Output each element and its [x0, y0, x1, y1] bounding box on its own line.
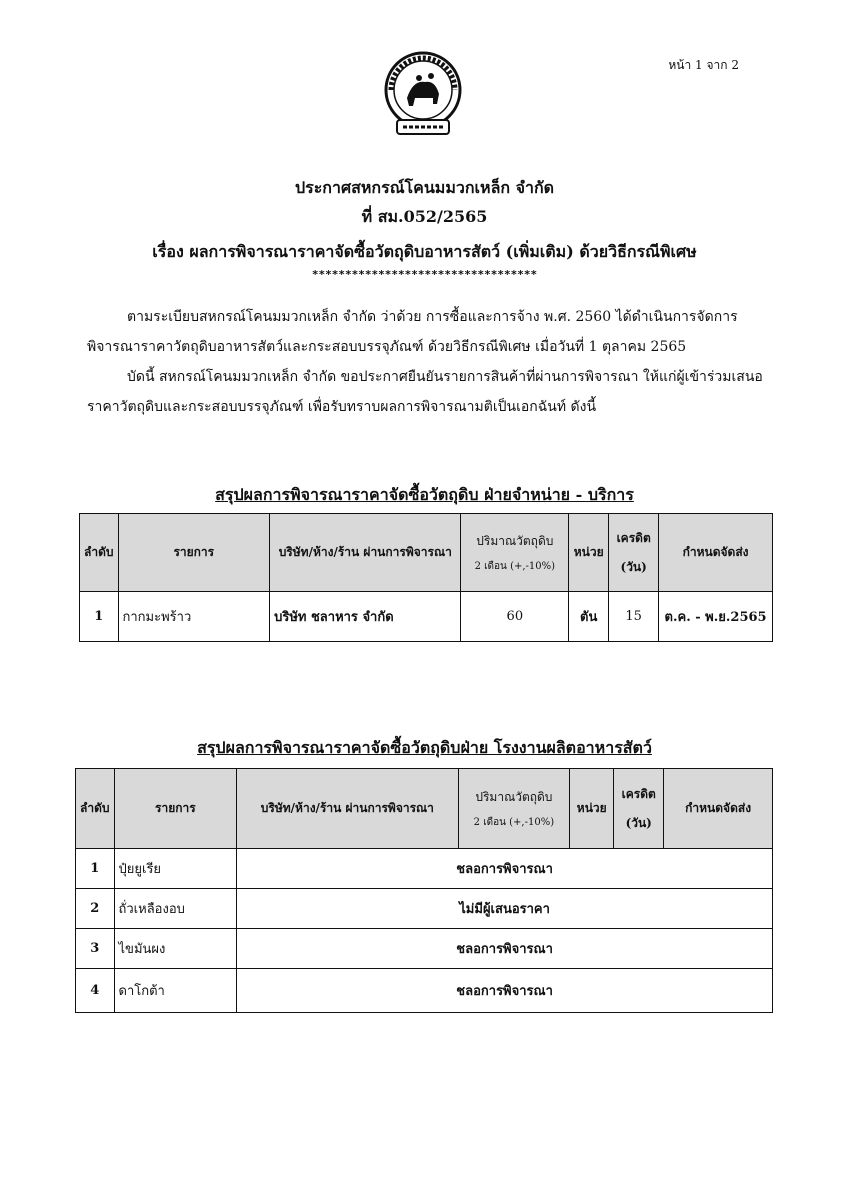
header-quantity-main: ปริมาณวัตถุดิบ [475, 789, 553, 804]
header-quantity [461, 514, 569, 592]
header-credit [614, 769, 664, 849]
row-status: ชลอการพิจารณา [237, 969, 773, 1013]
row-status: ไม่มีผู้เสนอราคา [237, 889, 773, 929]
header-credit-main: เครดิต [616, 530, 651, 545]
header-quantity [458, 769, 570, 849]
sales-service-table [79, 513, 773, 642]
announcement-subject: เรื่อง ผลการพิจารณาราคาจัดซื้อวัตถุดิบอาหารสัตว์ (เพิ่มเติม) ด้วยวิธีกรณีพิเศษ [152, 242, 697, 261]
header-item: รายการ [114, 769, 237, 849]
row-no: 2 [76, 889, 115, 929]
table-row [76, 849, 773, 889]
row-item: กากมะพร้าว [118, 592, 270, 642]
header-no: ลำดับ [80, 514, 119, 592]
table-header-row [80, 514, 773, 592]
header-quantity-main: ปริมาณวัตถุดิบ [476, 533, 554, 548]
row-company: บริษัท ชลาหาร จำกัด [270, 592, 461, 642]
header-delivery: กำหนดจัดส่ง [659, 514, 773, 592]
row-no: 3 [76, 929, 115, 969]
table-row [80, 592, 773, 642]
header-delivery: กำหนดจัดส่ง [664, 769, 773, 849]
header-unit: หน่วย [569, 514, 609, 592]
row-quantity: 60 [461, 592, 569, 642]
table-row [76, 969, 773, 1013]
row-item: ไขมันผง [114, 929, 237, 969]
header-quantity-sub: 2 เดือน (+,-10%) [474, 560, 556, 572]
announcement-number: ที่ สม.052/2565 [361, 207, 488, 226]
header-unit: หน่วย [570, 769, 614, 849]
header-company: บริษัท/ห้าง/ร้าน ผ่านการพิจารณา [270, 514, 461, 592]
cooperative-seal-logo [383, 50, 463, 140]
header-item: รายการ [118, 514, 270, 592]
table-row [76, 889, 773, 929]
announcement-title: ประกาศสหกรณ์โคนมมวกเหล็ก จำกัด [294, 178, 555, 197]
table-row [76, 929, 773, 969]
row-item: ดาโกต้า [114, 969, 237, 1013]
row-status: ชลอการพิจารณา [237, 849, 773, 889]
table-1-title: สรุปผลการพิจารณาราคาจัดซื้อวัตถุดิบ ฝ่ายจำหน่าย - บริการ [215, 485, 634, 504]
body-paragraph-1: ตามระเบียบสหกรณ์โคนมมวกเหล็ก จำกัด ว่าด้วย การซื้อและการจ้าง พ.ศ. 2560 ได้ดำเนินการจัดการพิจารณาราคาวัตถุดิบอาหารสัตว์และกระสอบบรรจุภัณฑ์ ด้วยวิธีกรณีพิเศษ เมื่อวันที่ 1 ตุลาคม 2565 [87, 309, 738, 355]
separator-stars: ********************************** [311, 268, 538, 281]
row-delivery: ต.ค. - พ.ย.2565 [659, 592, 773, 642]
row-unit: ตัน [569, 592, 609, 642]
header-credit-main: เครดิต [621, 786, 656, 801]
header-credit [609, 514, 659, 592]
table-2-title: สรุปผลการพิจารณาราคาจัดซื้อวัตถุดิบฝ่าย โรงงานผลิตอาหารสัตว์ [197, 738, 652, 757]
row-no: 1 [76, 849, 115, 889]
row-item: ถั่วเหลืองอบ [114, 889, 237, 929]
body-paragraph-2: บัดนี้ สหกรณ์โคนมมวกเหล็ก จำกัด ขอประกาศยืนยันรายการสินค้าที่ผ่านการพิจารณา ให้แก่ผู้เข้าร่วมเสนอราคาวัตถุดิบและกระสอบบรรจุภัณฑ์ เพื่อรับทราบผลการพิจารณามติเป็นเอกฉันท์ ดังนี้ [87, 369, 763, 415]
header-credit-sub: (วัน) [625, 815, 652, 830]
header-company: บริษัท/ห้าง/ร้าน ผ่านการพิจารณา [237, 769, 458, 849]
header-no: ลำดับ [76, 769, 115, 849]
header-quantity-sub: 2 เดือน (+,-10%) [473, 816, 555, 828]
row-item: ปุ๋ยยูเรีย [114, 849, 237, 889]
row-no: 4 [76, 969, 115, 1013]
table-header-row [76, 769, 773, 849]
row-no: 1 [80, 592, 119, 642]
header-credit-sub: (วัน) [620, 559, 647, 574]
feed-factory-table [75, 768, 773, 1013]
page-number: หน้า 1 จาก 2 [668, 58, 739, 72]
row-status: ชลอการพิจารณา [237, 929, 773, 969]
row-credit: 15 [609, 592, 659, 642]
